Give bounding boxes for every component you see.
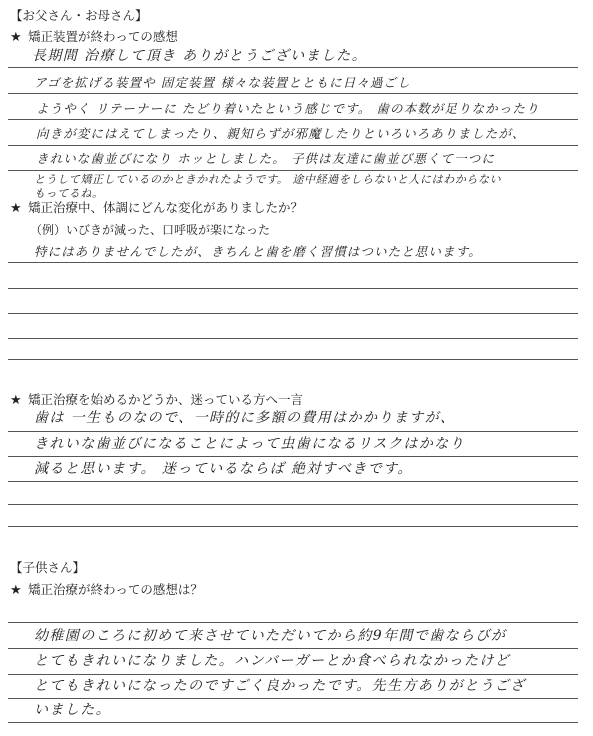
answer-rule bbox=[8, 648, 578, 649]
answer-rule bbox=[8, 338, 578, 339]
answer-rule bbox=[8, 170, 578, 171]
answer-rule bbox=[8, 119, 578, 120]
child-section-header: 【子供さん】 bbox=[10, 560, 86, 575]
parent-q1-answer-line: もってるね。 bbox=[34, 187, 104, 200]
parent-q1 bbox=[10, 29, 178, 46]
answer-rule bbox=[8, 262, 578, 263]
parent-q1-answer-line: とうして矯正しているのかときかれたようです。 途中経過をしらないと人にはわからない bbox=[34, 173, 502, 186]
child-q1-answer-line: 幼稚園のころに初めて来させていただいてから約9年間で歯ならびが bbox=[34, 628, 507, 644]
answer-rule bbox=[8, 313, 578, 314]
parent-q1-answer-line: 向きが変にはえてしまったり、親知らずが邪魔したりといろいろありましたが、 bbox=[36, 126, 526, 141]
parent-q3-answer-line: きれいな歯並びになることによって虫歯になるリスクはかなり bbox=[34, 436, 465, 452]
answer-rule bbox=[8, 622, 578, 623]
parent-q1-answer-line: ようやく リテーナーに たどり着いたという感じです。 歯の本数が足りなかったり bbox=[36, 101, 540, 116]
child-q1-answer-line: とてもきれいになりました。ハンバーガーとか食べられなかったけど bbox=[34, 653, 511, 669]
answer-rule bbox=[8, 698, 578, 699]
child-q1 bbox=[10, 582, 203, 599]
answer-rule bbox=[8, 359, 578, 360]
parent-q3-question: 矯正治療を始めるかどうか、迷っている方へ一言 bbox=[28, 392, 304, 407]
answer-rule bbox=[8, 722, 578, 723]
parent-q1-answer-line: 長期間 治療して頂き ありがとうございました。 bbox=[32, 48, 368, 64]
child-q1-answer-line: いました。 bbox=[34, 702, 111, 718]
answer-rule bbox=[8, 674, 578, 675]
answer-rule bbox=[8, 93, 578, 94]
answer-rule bbox=[8, 431, 578, 432]
parent-q3 bbox=[10, 392, 303, 409]
parent-q1-answer-line: アゴを拡げる装置や 固定装置 様々な装置とともに日々過ごし bbox=[34, 75, 411, 90]
star-icon: ★ bbox=[10, 393, 22, 408]
parent-q2-question: 矯正治療中、体調にどんな変化がありましたか？ bbox=[28, 200, 304, 215]
star-icon: ★ bbox=[10, 30, 22, 45]
answer-rule bbox=[8, 526, 578, 527]
answer-rule bbox=[8, 504, 578, 505]
answer-rule bbox=[8, 145, 578, 146]
parent-q1-question: 矯正装置が終わっての感想 bbox=[28, 29, 178, 44]
star-icon: ★ bbox=[10, 201, 22, 216]
answer-rule bbox=[8, 67, 578, 68]
answer-rule bbox=[8, 456, 578, 457]
child-q1-answer-line: とてもきれいになったのですごく良かったです。先生方ありがとうござ bbox=[34, 678, 526, 694]
star-icon: ★ bbox=[10, 583, 22, 598]
parent-q1-answer-line: きれいな歯並びになり ホッとしました。 子供は友達に歯並び悪くて一つに bbox=[36, 151, 495, 166]
parent-q2-answer-line: 特にはありませんでしたが、きちんと歯を磨く習慣はついたと思います。 bbox=[34, 244, 482, 259]
parent-section-header: 【お父さん・お母さん】 bbox=[10, 8, 148, 23]
parent-q3-answer-line: 歯は 一生ものなので、一時的に多額の費用はかかりますが、 bbox=[34, 410, 456, 426]
answer-rule bbox=[8, 288, 578, 289]
parent-q3-answer-line: 減ると思います。 迷っているならば 絶対すべきです。 bbox=[34, 461, 413, 477]
parent-q2-example: （例）いびきが減った、口呼吸が楽になった bbox=[30, 223, 271, 237]
answer-rule bbox=[8, 481, 578, 482]
parent-q2 bbox=[10, 200, 303, 217]
child-q1-question: 矯正治療が終わっての感想は？ bbox=[28, 582, 203, 597]
